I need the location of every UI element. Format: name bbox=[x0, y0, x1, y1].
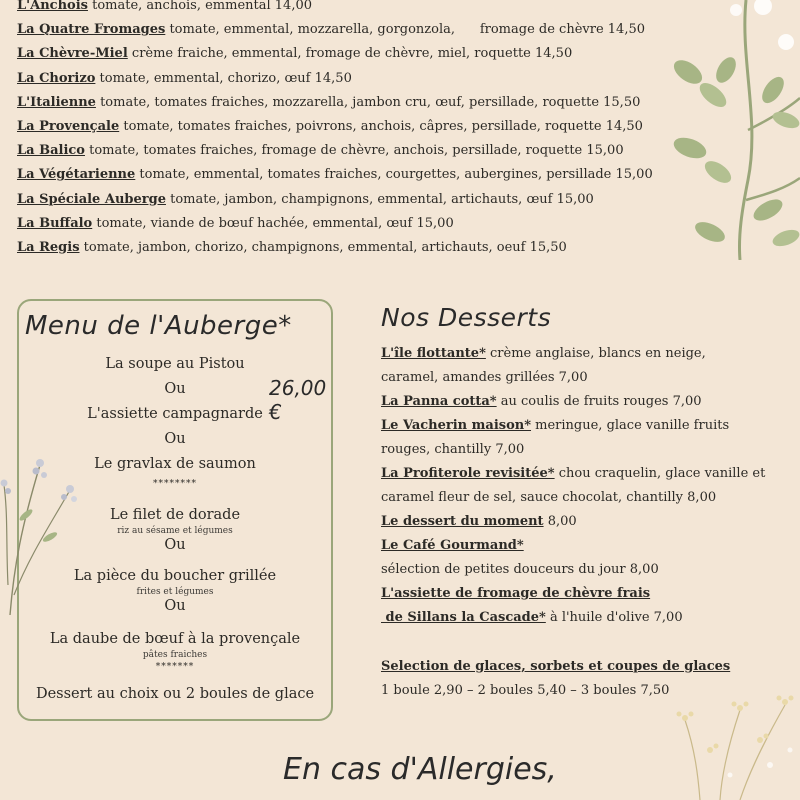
dessert-line bbox=[381, 610, 683, 625]
pizza-desc: tomate, emmental, tomates fraiches, courgettes, aubergines, persillade 15,00 bbox=[135, 167, 653, 183]
wildflower-icon bbox=[640, 680, 800, 800]
pizza-desc: tomate, emmental, mozzarella, gorgonzola, fromage de chèvre 14,50 bbox=[165, 22, 645, 38]
pizza-item bbox=[17, 163, 697, 187]
menu-separator: ******** bbox=[153, 479, 197, 489]
dessert-name: L'assiette de fromage de chèvre frais bbox=[381, 586, 651, 601]
dessert-line bbox=[381, 346, 706, 361]
pizza-item bbox=[17, 91, 697, 115]
menu-main: La daube de bœuf à la provençale bbox=[49, 631, 301, 647]
dessert-name: Selection de glaces, sorbets et coupes de glaces bbox=[381, 659, 731, 674]
dessert-name: Le Vacherin maison* bbox=[381, 418, 532, 433]
dessert-line bbox=[381, 466, 765, 481]
dessert-text: au coulis de fruits rouges 7,00 bbox=[496, 394, 702, 409]
pizza-desc: tomate, viande de bœuf hachée, emmental, œuf 15,00 bbox=[92, 215, 454, 231]
pizza-item bbox=[17, 188, 697, 212]
menu-or: Ou bbox=[164, 431, 186, 447]
pizza-name: La Regis bbox=[17, 239, 80, 255]
menu-dessert: Dessert au choix ou 2 boules de glace bbox=[35, 686, 315, 702]
pizza-name: La Provençale bbox=[17, 118, 120, 134]
pizza-desc: tomate, tomates fraiches, fromage de chèvre, anchois, persillade, roquette 15,00 bbox=[84, 143, 624, 159]
dried-flower-icon bbox=[0, 445, 90, 615]
dessert-line bbox=[381, 394, 702, 409]
dessert-text: sélection de petites douceurs du jour 8,00 bbox=[381, 562, 659, 577]
pizza-item bbox=[17, 115, 697, 139]
pizza-name: La Chèvre-Miel bbox=[17, 46, 128, 62]
menu-starter: L'assiette campagnarde bbox=[87, 406, 263, 422]
dessert-line bbox=[381, 514, 577, 529]
dessert-line bbox=[381, 370, 588, 385]
dessert-text: 1 boule 2,90 – 2 boules 5,40 – 3 boules 7,50 bbox=[381, 683, 670, 698]
pizza-desc: tomate, anchois, emmental 14,00 bbox=[87, 0, 313, 13]
dessert-line bbox=[381, 659, 730, 674]
dessert-line bbox=[381, 586, 650, 601]
pizza-item bbox=[17, 18, 697, 42]
dessert-name: de Sillans la Cascade* bbox=[381, 610, 546, 625]
desserts-title: Nos Desserts bbox=[381, 303, 552, 332]
pizza-item bbox=[17, 0, 697, 18]
pizza-desc: tomate, tomates fraiches, poivrons, anchois, câpres, persillade, roquette 14,50 bbox=[119, 118, 643, 134]
dessert-name: Le Café Gourmand* bbox=[381, 538, 524, 553]
dessert-text: crème anglaise, blancs en neige, bbox=[485, 346, 706, 361]
menu-or: Ou bbox=[164, 537, 186, 553]
pizza-name: La Spéciale Auberge bbox=[17, 191, 166, 207]
pizza-item bbox=[17, 139, 697, 163]
pizza-desc: tomate, jambon, champignons, emmental, artichauts, œuf 15,00 bbox=[165, 191, 594, 207]
pizza-desc: tomate, jambon, chorizo, champignons, emmental, artichauts, oeuf 15,50 bbox=[79, 239, 567, 255]
pizza-list bbox=[17, 0, 697, 260]
dessert-text: à l'huile d'olive 7,00 bbox=[545, 610, 683, 625]
pizza-item bbox=[17, 236, 697, 260]
dessert-name: L'île flottante* bbox=[381, 346, 486, 361]
dessert-line bbox=[381, 538, 524, 553]
pizza-name: L'Anchois bbox=[17, 0, 88, 13]
menu-starter: Le gravlax de saumon bbox=[94, 456, 256, 472]
dessert-name: La Profiterole revisitée* bbox=[381, 466, 555, 481]
dessert-line bbox=[381, 562, 659, 577]
pizza-item bbox=[17, 212, 697, 236]
menu-main-sub: frites et légumes bbox=[136, 587, 214, 597]
pizza-item bbox=[17, 42, 697, 66]
pizza-name: L'Italienne bbox=[17, 94, 96, 110]
menu-or: Ou bbox=[164, 598, 186, 614]
menu-starter: La soupe au Pistou bbox=[105, 356, 245, 372]
dessert-name: Le dessert du moment bbox=[381, 514, 544, 529]
dessert-text: 8,00 bbox=[543, 514, 577, 529]
menu-price: 26,00 € bbox=[269, 376, 327, 424]
dessert-name: La Panna cotta* bbox=[381, 394, 497, 409]
pizza-desc: tomate, tomates fraiches, mozzarella, jambon cru, œuf, persillade, roquette 15,50 bbox=[95, 94, 641, 110]
pizza-name: La Chorizo bbox=[17, 70, 96, 86]
menu-main-sub: pâtes fraiches bbox=[142, 650, 208, 660]
dessert-line bbox=[381, 442, 524, 457]
allergies-note: En cas d'Allergies, bbox=[283, 752, 557, 787]
dessert-line bbox=[381, 683, 669, 698]
pizza-item bbox=[17, 67, 697, 91]
menu-main-sub: riz au sésame et légumes bbox=[117, 526, 233, 536]
dessert-line bbox=[381, 418, 729, 433]
pizza-name: La Quatre Fromages bbox=[17, 22, 166, 38]
dessert-line bbox=[381, 490, 716, 505]
dessert-text: caramel fleur de sel, sauce chocolat, chantilly 8,00 bbox=[381, 490, 717, 505]
pizza-name: La Balico bbox=[17, 143, 85, 159]
dessert-text: rouges, chantilly 7,00 bbox=[381, 442, 525, 457]
pizza-name: La Buffalo bbox=[17, 215, 93, 231]
dessert-text: meringue, glace vanille fruits bbox=[531, 418, 730, 433]
dessert-text: chou craquelin, glace vanille et bbox=[554, 466, 766, 481]
menu-or: Ou bbox=[164, 381, 186, 397]
menu-main: La pièce du boucher grillée bbox=[73, 568, 277, 584]
menu-title: Menu de l'Auberge* bbox=[25, 311, 292, 341]
pizza-name: La Végétarienne bbox=[17, 167, 136, 183]
menu-separator: ******* bbox=[155, 662, 195, 672]
menu-main: Le filet de dorade bbox=[109, 507, 241, 523]
pizza-desc: tomate, emmental, chorizo, œuf 14,50 bbox=[95, 70, 352, 86]
dessert-text: caramel, amandes grillées 7,00 bbox=[381, 370, 588, 385]
pizza-desc: crème fraiche, emmental, fromage de chèvre, miel, roquette 14,50 bbox=[127, 46, 573, 62]
